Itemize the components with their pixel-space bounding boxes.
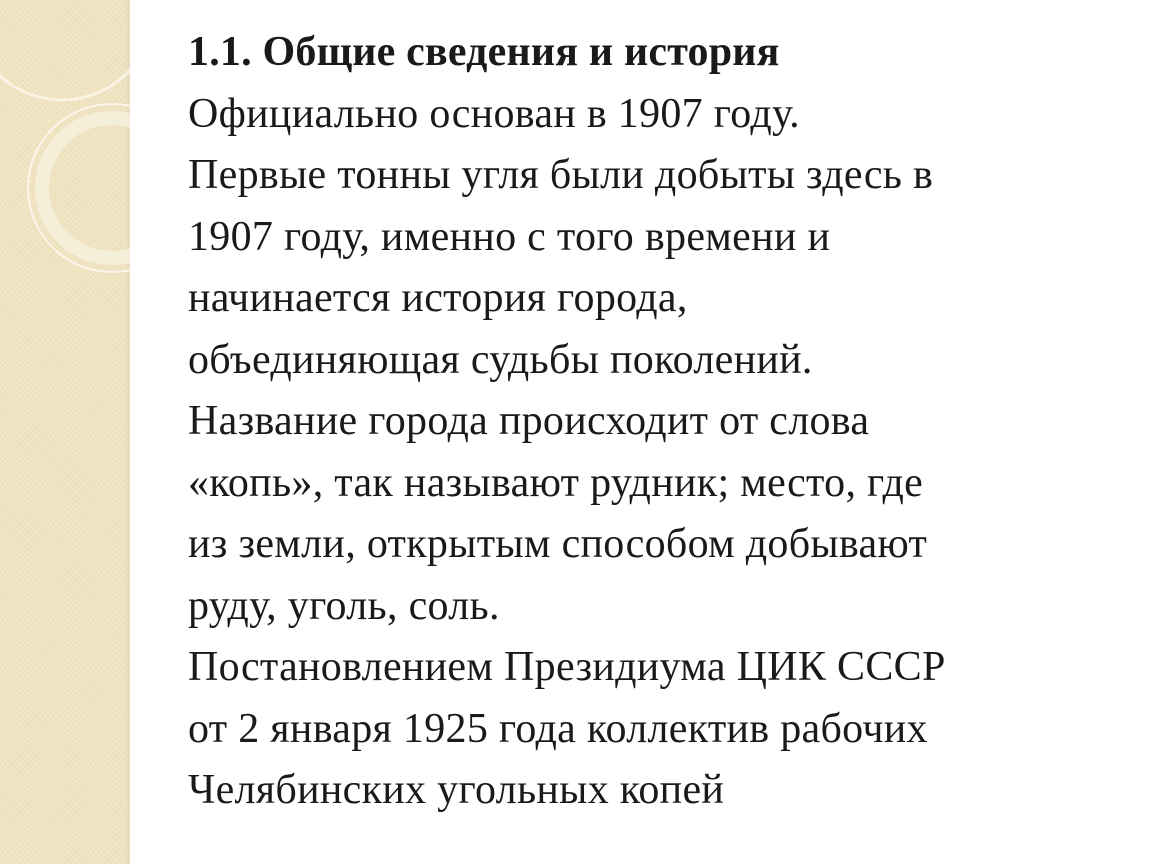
text-line: руду, уголь, соль. xyxy=(188,582,500,629)
decorative-ring-top xyxy=(0,0,130,100)
text-line: Название города происходит от слова xyxy=(188,398,870,444)
text-line: 1907 году, именно с того времени и xyxy=(188,213,831,260)
text-line: из земли, открытым способом добывают xyxy=(188,521,928,567)
text-line: объединяющая судьбы поколений. xyxy=(188,336,813,383)
text-line: Постановлением Президиума ЦИК СССР xyxy=(188,644,946,690)
slide-title: 1.1. Общие сведения и история xyxy=(188,29,780,75)
text-line: «копь», так называют рудник; место, где xyxy=(188,459,924,506)
text-line: Первые тонны угля были добыты здесь в xyxy=(188,152,934,198)
text-line: Челябинских угольных копей xyxy=(188,767,725,813)
text-line: Официально основан в 1907 году. xyxy=(188,90,800,137)
text-line: начинается история города, xyxy=(188,275,688,321)
decorative-rings xyxy=(0,0,130,300)
decorative-ring-middle xyxy=(42,118,130,258)
text-line: от 2 января 1925 года коллектив рабочих xyxy=(188,705,928,752)
slide-body xyxy=(188,22,1108,822)
